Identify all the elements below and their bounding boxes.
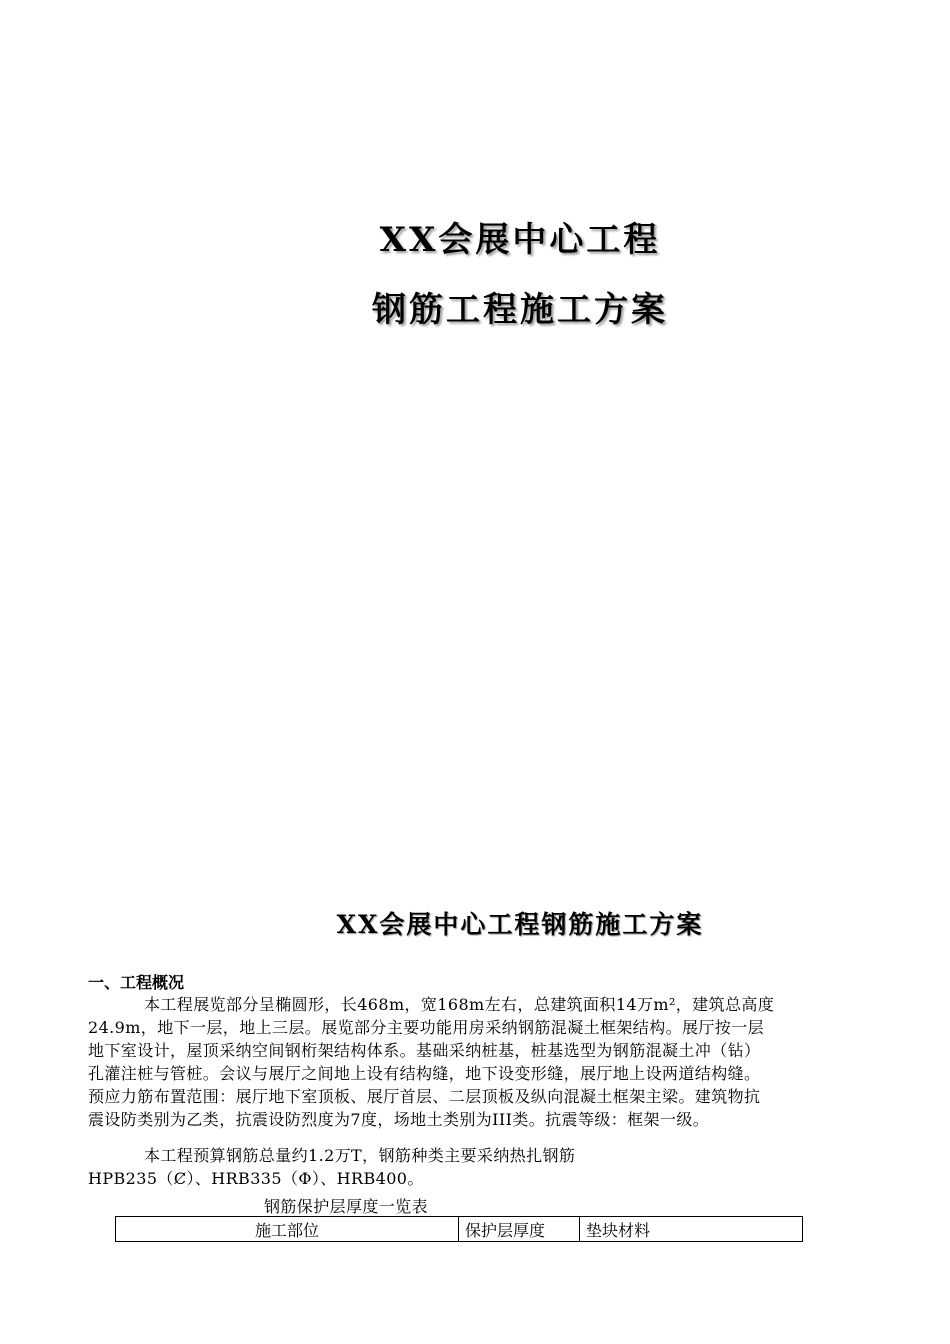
rebar-quantity-paragraph: [88, 1144, 888, 1190]
overview-paragraph: [88, 993, 888, 1131]
concrete-cover-table: [115, 1216, 803, 1242]
paragraph-line: 地下室设计，屋顶采纳空间钢桁架结构体系。基础采纳桩基，桩基选型为钢筋混凝土冲（钻）: [88, 1041, 761, 1060]
table-caption: 钢筋保护层厚度一览表: [264, 1197, 429, 1216]
cover-title-line1: XX会展中心工程: [379, 220, 661, 260]
header-spacer-material: 垫块材料: [580, 1217, 803, 1242]
paragraph-line: 本工程预算钢筋总量约1.2万T，钢筋种类主要采纳热扎钢筋: [144, 1146, 576, 1165]
paragraph-line: HPB235（Ȼ）、HRB335（Φ）、HRB400。: [88, 1169, 424, 1188]
cover-title-line2: 钢筋工程施工方案: [372, 290, 668, 330]
section-heading-overview: 一、工程概况: [88, 973, 185, 992]
table-header-row: [116, 1217, 803, 1242]
header-construction-part: 施工部位: [116, 1217, 459, 1242]
paragraph-line: 24.9m，地下一层，地上三层。展览部分主要功能用房采纳钢筋混凝土框架结构。展厅按一层: [88, 1018, 764, 1037]
paragraph-line: 本工程展览部分呈椭圆形，长468m，宽168m左右，总建筑面积14万m²，建筑总高度: [144, 995, 775, 1014]
document-title: XX会展中心工程钢筋施工方案: [336, 910, 704, 939]
paragraph-line: 孔灌注桩与管桩。会议与展厅之间地上设有结构缝，地下设变形缝，展厅地上设两道结构缝。: [88, 1064, 761, 1083]
paragraph-line: 震设防类别为乙类，抗震设防烈度为7度，场地土类别为III类。抗震等级：框架一级。: [88, 1110, 710, 1129]
header-cover-thickness: 保护层厚度: [459, 1217, 580, 1242]
paragraph-line: 预应力筋布置范围：展厅地下室顶板、展厅首层、二层顶板及纵向混凝土框架主梁。建筑物抗: [88, 1087, 761, 1106]
